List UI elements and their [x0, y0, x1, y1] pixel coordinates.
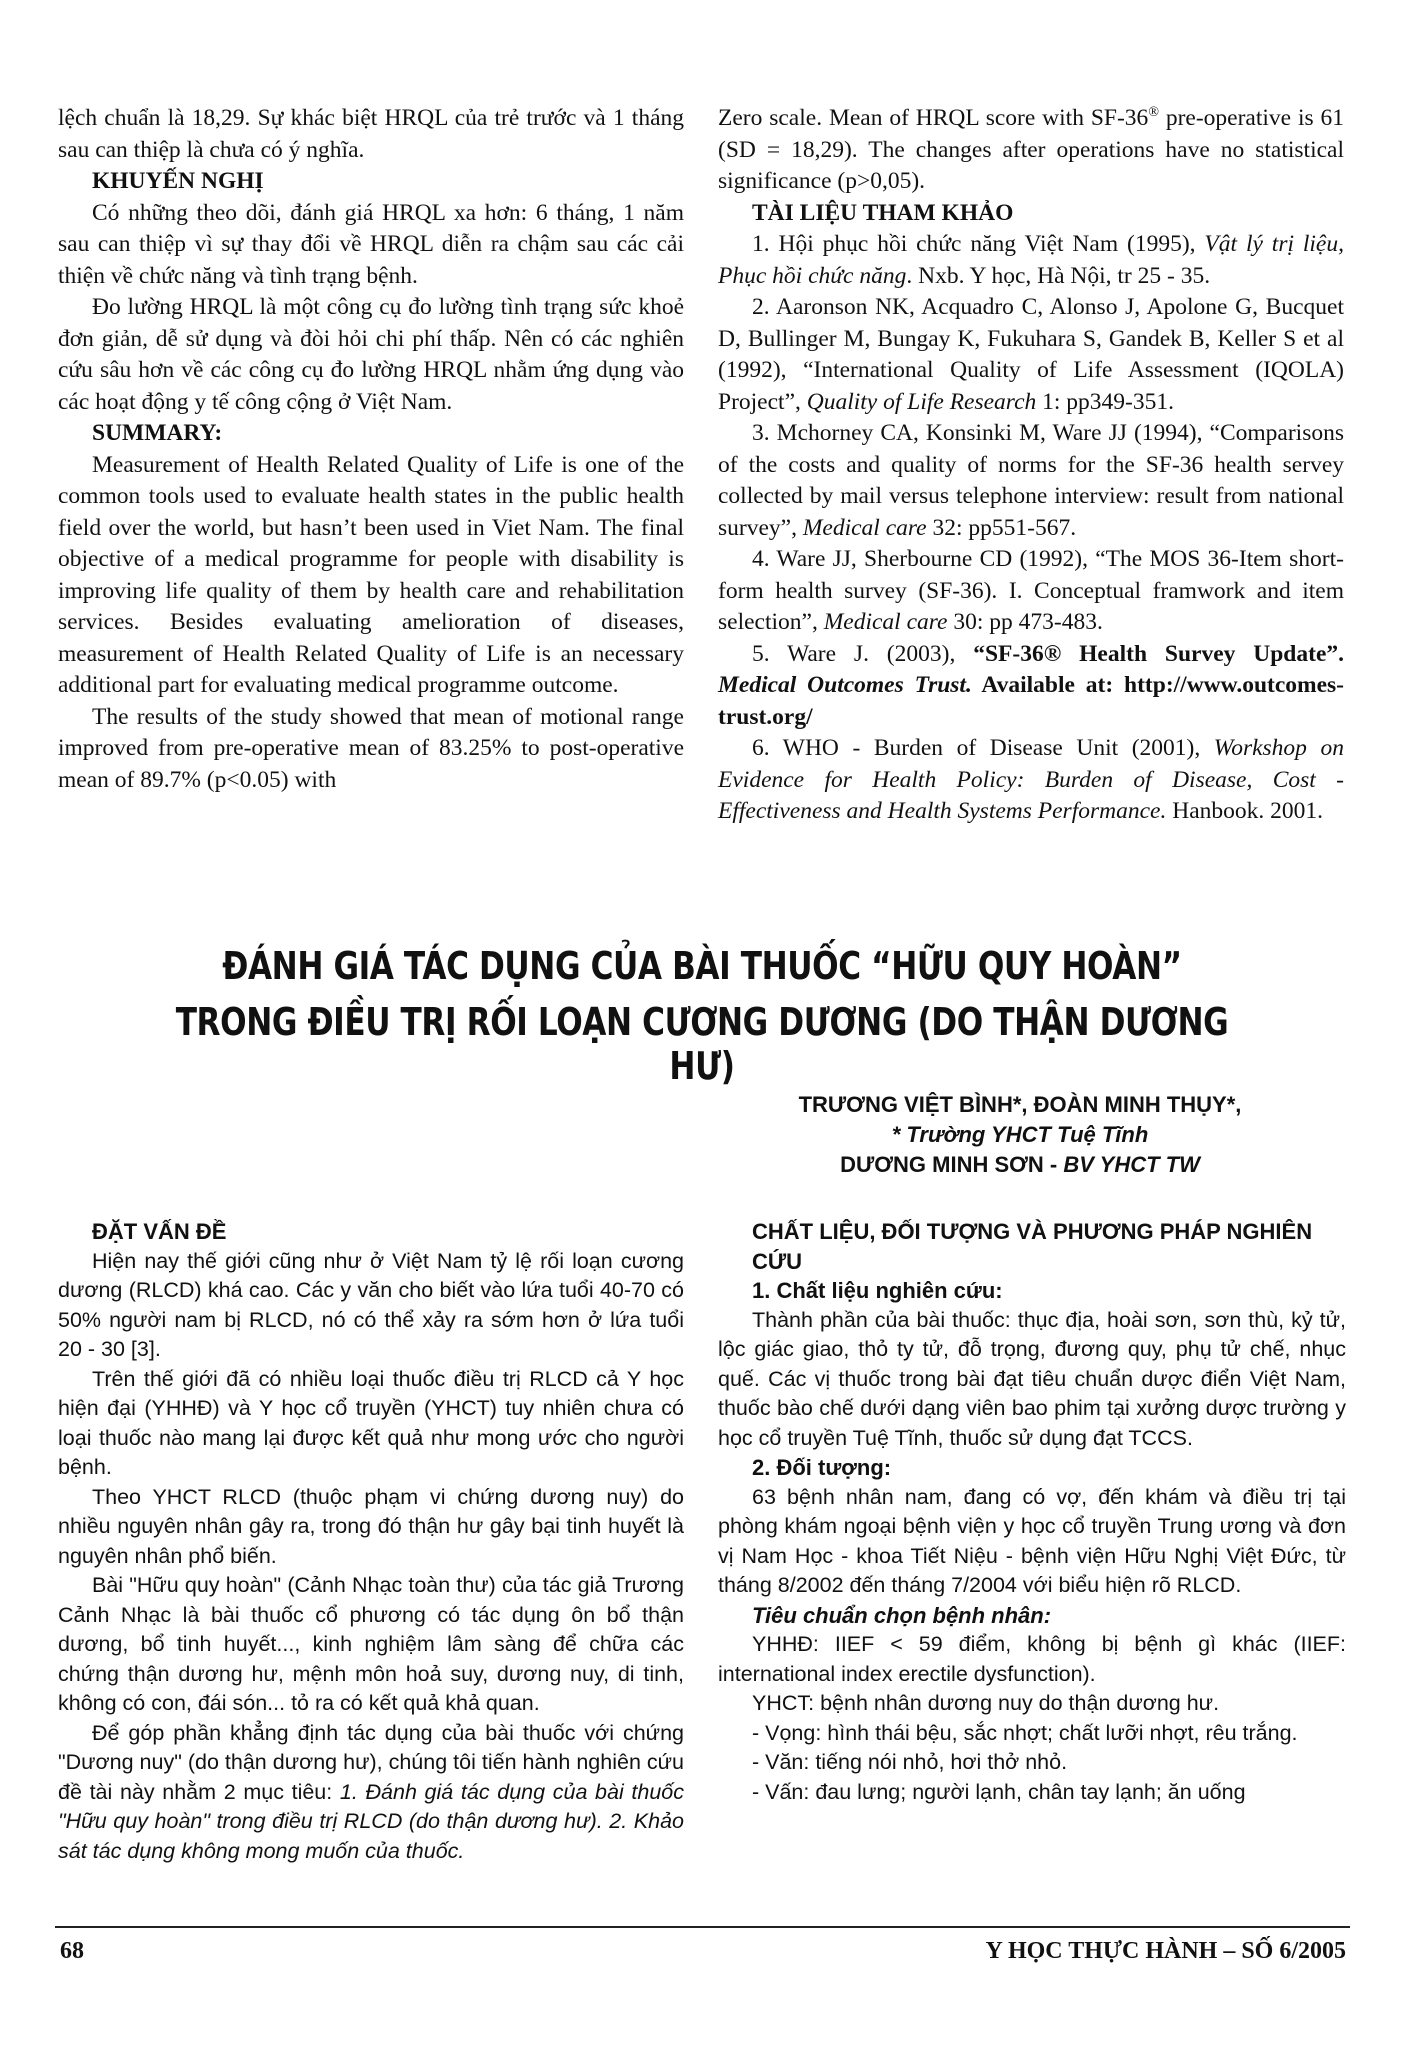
- paragraph: Bài "Hữu quy hoàn" (Cảnh Nhạc toàn thư) của tác giả Trương Cảnh Nhạc là bài thuốc cổ phương có tác dụng ôn bổ thận dương, bổ tinh huyết..., kinh nghiệm lâm sàng để chữa các chứng thận dương hư, mệnh môn hoả suy, dương nuy, di tinh, không có con, đái són... tỏ ra có kết quả khả quan.: [58, 1573, 684, 1715]
- paragraph: - Vọng: hình thái bệu, sắc nhợt; chất lưỡi nhợt, rêu trắng.: [752, 1720, 1298, 1745]
- top-left-column: [58, 103, 684, 796]
- subheading: 2. Đối tượng:: [752, 1455, 892, 1480]
- text: DƯƠNG MINH SƠN -: [840, 1152, 1064, 1177]
- paragraph: Có những theo dõi, đánh giá HRQL xa hơn: 6 tháng, 1 năm sau can thiệp vì sự thay đổi về HRQL diễn ra chậm sau các cải thiện về chức năng và tình trạng bệnh.: [58, 199, 684, 289]
- bottom-left-column: [58, 1217, 684, 1866]
- affiliation-line: * Trường YHCT Tuệ Tĩnh: [891, 1122, 1149, 1147]
- section-heading-references: TÀI LIỆU THAM KHẢO: [752, 199, 1014, 226]
- section-heading-khuyen-nghi: KHUYẾN NGHỊ: [92, 168, 264, 194]
- text: 3. Mchorney CA, Konsinki M, Ware JJ (1994), “Comparisons of the costs and quality of norms for the SF-36 health servey collected by mail versus telephone interview: result from national survey”,: [718, 420, 1344, 541]
- text: 1. Hội phục hồi chức năng Việt Nam (1995),: [752, 231, 1205, 257]
- text: Quality of Life Research: [806, 388, 1037, 415]
- section-heading-methods: CHẤT LIỆU, ĐỐI TƯỢNG VÀ PHƯƠNG PHÁP NGHIÊN CỨU: [752, 1219, 1313, 1274]
- text: Medical care: [823, 609, 948, 635]
- bottom-right-column: [718, 1217, 1346, 1807]
- top-right-column: [718, 103, 1344, 828]
- text: Medical care: [802, 514, 927, 541]
- subheading: Tiêu chuẩn chọn bệnh nhân:: [752, 1602, 1052, 1628]
- text: 5. Ware J. (2003),: [752, 640, 974, 667]
- text: 1: pp349-351.: [1036, 388, 1174, 415]
- article-title-line-1: ĐÁNH GIÁ TÁC DỤNG CỦA BÀI THUỐC “HỮU QUY HOÀN”: [222, 944, 1182, 988]
- paragraph: - Vấn: đau lưng; người lạnh, chân tay lạnh; ăn uống: [752, 1779, 1246, 1804]
- footer-divider: [55, 1926, 1350, 1928]
- paragraph: Theo YHCT RLCD (thuộc phạm vi chứng dương nuy) do nhiều nguyên nhân gây ra, trong đó thận hư gây bại tinh huyết là nguyên nhân phổ biến.: [58, 1484, 684, 1568]
- authors-line: TRƯƠNG VIỆT BÌNH*, ĐOÀN MINH THỤY*,: [798, 1092, 1242, 1117]
- paragraph: Thành phần của bài thuốc: thục địa, hoài sơn, sơn thù, kỷ tử, lộc giác giao, thỏ ty tử, đỗ trọng, đương quy, phụ tử chế, nhục quế. Các vị thuốc trong bài đạt tiêu chuẩn dược điển Việt Nam, thuốc bào chế dưới dạng viên bao phim tại xưởng dược trường y học cổ truyền Tuệ Tĩnh, thuốc sử dụng đạt TCCS.: [718, 1307, 1346, 1450]
- paragraph: Hiện nay thế giới cũng như ở Việt Nam tỷ lệ rối loạn cương dương (RLCD) khá cao. Các y văn cho biết vào lứa tuổi 40-70 có 50% người nam bị RLCD, nó có thể xảy ra sớm hơn ở lứa tuổi 20 - 30 [3].: [58, 1248, 684, 1361]
- authors-block: [700, 1090, 1340, 1180]
- reference-item: [718, 418, 1344, 544]
- text: 6. WHO - Burden of Disease Unit (2001),: [752, 735, 1214, 761]
- registered-mark: ®: [1148, 105, 1159, 121]
- article-title-line-2: TRONG ĐIỀU TRỊ RỐI LOẠN CƯƠNG DƯƠNG (DO THẬN DƯƠNG HƯ): [175, 1000, 1229, 1088]
- reference-item: [718, 639, 1344, 734]
- paragraph: lệch chuẩn là 18,29. Sự khác biệt HRQL của trẻ trước và 1 tháng sau can thiệp là chưa có ý nghĩa.: [58, 105, 684, 163]
- paragraph: [718, 103, 1344, 198]
- paragraph: Trên thế giới đã có nhiều loại thuốc điều trị RLCD cả Y học hiện đại (YHHĐ) và Y học cổ truyền (YHCT) tuy nhiên chưa có loại thuốc nào mang lại được kết quả như mong ước cho người bệnh.: [58, 1366, 684, 1479]
- journal-footer: Y HỌC THỰC HÀNH – SỐ 6/2005: [985, 1938, 1346, 1964]
- text: Vật lý trị liệu, Phục hồi chức năng: [718, 231, 1344, 289]
- reference-item: [718, 229, 1344, 292]
- text: Zero scale. Mean of HRQL score with SF-36: [718, 105, 1149, 131]
- text: “SF-36® Health Survey Update”.: [973, 640, 1345, 667]
- text: 4. Ware JJ, Sherbourne CD (1992), “The MOS 36-Item short-form health survey (SF-36). I. Conceptual framwork and item selection”,: [718, 546, 1344, 635]
- page-number: 68: [60, 1938, 84, 1964]
- text: BV YHCT TW: [1063, 1152, 1200, 1177]
- text: Để góp phần khẳng định tác dụng của bài thuốc với chứng "Dương nuy" (do thận dương hư), chúng tôi tiến hành nghiên cứu đề tài này nhằm 2 mục tiêu:: [58, 1720, 684, 1804]
- text: Hanbook. 2001.: [1166, 798, 1323, 824]
- text: Workshop on Evidence for Health Policy: Burden of Disease, Cost - Effectiveness and Health Systems Performance.: [718, 735, 1344, 824]
- text: Medical Outcomes Trust.: [718, 672, 972, 698]
- paragraph: The results of the study showed that mean of motional range improved from pre-operative mean of 83.25% to post-operative mean of 89.7% (p<0.05) with: [58, 703, 684, 793]
- text: Available at: http://www.outcomes-trust.org/: [718, 672, 1344, 730]
- section-heading-summary: SUMMARY:: [92, 420, 223, 446]
- text: 1. Đánh giá tác dụng của bài thuốc "Hữu quy hoàn" trong điều trị RLCD (do thận dương hư). 2. Khảo sát tác dụng không mong muốn của thuốc.: [58, 1779, 685, 1863]
- text: 32: pp551-567.: [926, 514, 1077, 541]
- paragraph: [58, 1719, 684, 1867]
- paragraph: 63 bệnh nhân nam, đang có vợ, đến khám và điều trị tại phòng khám ngoại bệnh viện y học cổ truyền Trung ương và đơn vị Nam Học - khoa Tiết Niệu - bệnh viện Hữu Nghị Việt Đức, từ tháng 8/2002 đến tháng 7/2004 với biểu hiện rõ RLCD.: [718, 1484, 1346, 1597]
- paragraph: YHHĐ: IIEF < 59 điểm, không bị bệnh gì khác (IIEF: international index erectile dysfunction).: [718, 1632, 1346, 1686]
- reference-item: [718, 733, 1344, 828]
- section-heading-dat-van-de: ĐẶT VẤN ĐỀ: [92, 1219, 227, 1244]
- text: 2. Aaronson NK, Acquadro C, Alonso J, Apolone G, Bucquet D, Bullinger M, Bungay K, Fukuhara S, Gandek B, Keller S et al (1992), “International Quality of Life Assessment (IQOLA) Project”,: [718, 294, 1344, 415]
- reference-item: [718, 292, 1344, 418]
- authors-line: [700, 1150, 1340, 1180]
- paragraph: Đo lường HRQL là một công cụ đo lường tình trạng sức khoẻ đơn giản, dễ sử dụng và đòi hỏi chi phí thấp. Nên có các nghiên cứu sâu hơn về các công cụ đo lường HRQL nhằm ứng dụng vào các hoạt động y tế công cộng ở Việt Nam.: [58, 294, 684, 415]
- paragraph: YHCT: bệnh nhân dương nuy do thận dương hư.: [752, 1691, 1220, 1715]
- text: 30: pp 473-483.: [947, 609, 1103, 635]
- text: pre-operative is 61 (SD = 18,29). The changes after operations have no statistical significance (p>0,05).: [718, 105, 1344, 194]
- reference-item: [718, 544, 1344, 639]
- text: . Nxb. Y học, Hà Nội, tr 25 - 35.: [906, 262, 1211, 289]
- paragraph: Measurement of Health Related Quality of Life is one of the common tools used to evaluate health states in the public health field over the world, but hasn’t been used in Viet Nam. The final objective of a medical programme for people with disability is improving life quality of them by health care and rehabilitation services. Besides evaluating amelioration of diseases, measurement of Health Related Quality of Life is an necessary additional part for evaluating medical programme outcome.: [58, 451, 684, 698]
- paragraph: - Văn: tiếng nói nhỏ, hơi thở nhỏ.: [752, 1750, 1068, 1774]
- subheading: 1. Chất liệu nghiên cứu:: [752, 1278, 1003, 1303]
